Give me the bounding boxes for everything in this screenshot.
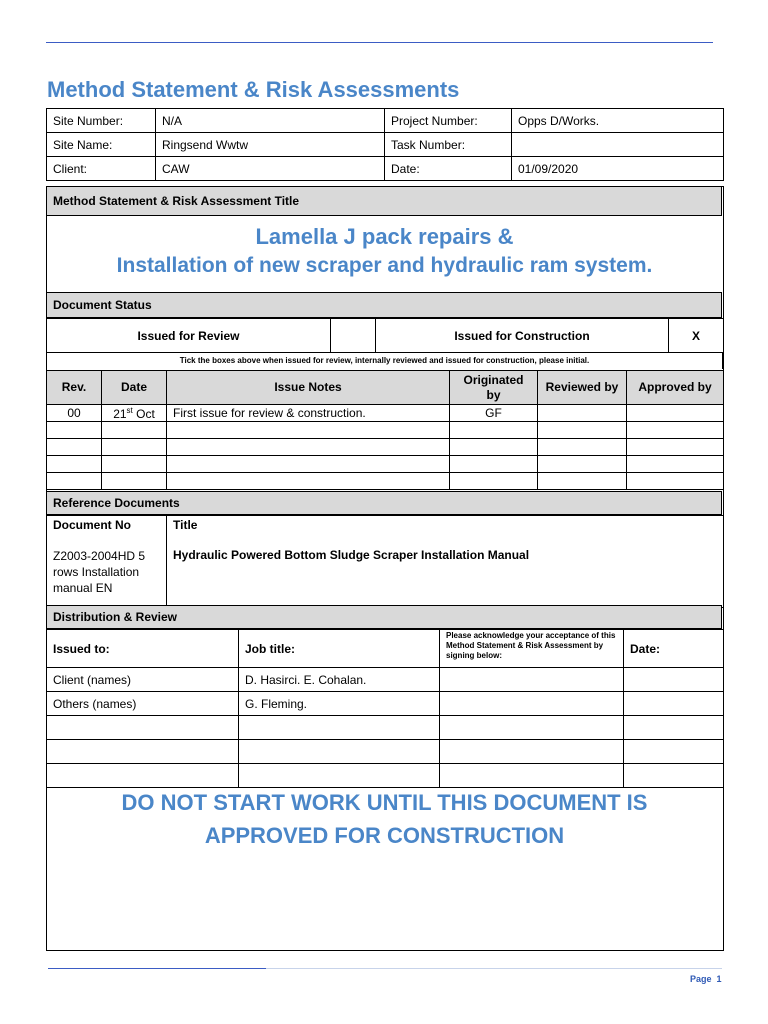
date-suffix: st	[126, 405, 133, 415]
site-name-value: Ringsend Wwtw	[156, 133, 385, 157]
project-number-label: Project Number:	[385, 109, 512, 133]
document-status-table	[46, 318, 724, 353]
document-title-cell	[167, 516, 724, 608]
document-status-heading: Document Status	[46, 292, 722, 318]
signature-date-field[interactable]	[624, 764, 724, 788]
rev-cell: 00	[47, 405, 102, 422]
reference-document-title: Hydraulic Powered Bottom Sludge Scraper Installation Manual	[173, 548, 530, 562]
distribution-table	[46, 629, 724, 788]
issued-for-construction-checkbox[interactable]: X	[669, 319, 724, 353]
approved-by-header: Approved by	[627, 371, 724, 405]
table-row	[47, 439, 724, 456]
ms-title-line-2: Installation of new scraper and hydraulic ram system.	[116, 254, 653, 277]
issued-for-construction-label: Issued for Construction	[376, 319, 669, 353]
date-month: Oct	[132, 406, 155, 421]
site-number-value: N/A	[156, 109, 385, 133]
originated-by-header: Originated by	[450, 371, 538, 405]
revision-table	[46, 370, 724, 490]
tick-instruction: Tick the boxes above when issued for review, internally reviewed and issued for construction, please initial.	[46, 353, 723, 369]
reference-documents-table	[46, 515, 724, 608]
page-number	[690, 974, 722, 984]
ms-title	[46, 216, 723, 292]
signature-date-field[interactable]	[624, 668, 724, 692]
reference-documents-heading: Reference Documents	[46, 491, 722, 515]
footer-rule-light	[266, 968, 722, 969]
rev-header: Rev.	[47, 371, 102, 405]
approved-cell	[627, 405, 724, 422]
project-number-value: Opps D/Works.	[512, 109, 724, 133]
ms-title-heading: Method Statement & Risk Assessment Title	[46, 186, 722, 216]
site-number-label: Site Number:	[47, 109, 156, 133]
site-name-label: Site Name:	[47, 133, 156, 157]
issued-to-cell: Client (names)	[47, 668, 239, 692]
footer-rule	[48, 968, 266, 969]
signature-field[interactable]	[440, 668, 624, 692]
issue-notes-cell: First issue for review & construction.	[167, 405, 450, 422]
client-label: Client:	[47, 157, 156, 181]
table-row	[47, 473, 724, 490]
page-label: Page	[690, 974, 712, 984]
warning-line-1: DO NOT START WORK UNTIL THIS DOCUMENT IS	[121, 790, 648, 815]
table-row	[47, 422, 724, 439]
signature-field[interactable]	[440, 740, 624, 764]
reviewed-cell	[538, 405, 627, 422]
date-header: Date:	[624, 630, 724, 668]
signature-date-field[interactable]	[624, 740, 724, 764]
issued-to-cell: Others (names)	[47, 692, 239, 716]
issued-for-review-label: Issued for Review	[47, 319, 331, 353]
table-row	[47, 716, 724, 740]
date-header: Date	[102, 371, 167, 405]
table-row	[47, 740, 724, 764]
job-title-cell: D. Hasirci. E. Cohalan.	[239, 668, 440, 692]
issue-notes-header: Issue Notes	[167, 371, 450, 405]
document-title: Method Statement & Risk Assessments	[47, 77, 460, 102]
issued-to-header: Issued to:	[47, 630, 239, 668]
table-row	[47, 405, 724, 422]
table-row	[47, 668, 724, 692]
document-no-label: Document No	[53, 518, 131, 532]
document-no-value: Z2003-2004HD 5 rows Installation manual EN	[53, 549, 146, 595]
signature-field[interactable]	[440, 716, 624, 740]
warning-notice	[46, 786, 723, 852]
table-row	[47, 692, 724, 716]
signature-date-field[interactable]	[624, 716, 724, 740]
signature-field[interactable]	[440, 692, 624, 716]
site-info-table	[46, 108, 724, 181]
date-cell	[102, 405, 167, 422]
originated-cell: GF	[450, 405, 538, 422]
reviewed-by-header: Reviewed by	[538, 371, 627, 405]
issued-for-review-checkbox[interactable]	[331, 319, 376, 353]
table-row	[47, 456, 724, 473]
document-no-cell	[47, 516, 167, 608]
signature-field[interactable]	[440, 764, 624, 788]
job-title-header: Job title:	[239, 630, 440, 668]
task-number-label: Task Number:	[385, 133, 512, 157]
job-title-cell: G. Fleming.	[239, 692, 440, 716]
header-rule	[46, 42, 713, 43]
date-day: 21	[113, 406, 127, 421]
task-number-value	[512, 133, 724, 157]
title-label: Title	[173, 518, 198, 532]
acknowledgement-header: Please acknowledge your acceptance of this Method Statement & Risk Assessment by signing below:	[440, 630, 624, 668]
page-number-value: 1	[716, 974, 722, 984]
signature-date-field[interactable]	[624, 692, 724, 716]
table-row	[47, 764, 724, 788]
client-value: CAW	[156, 157, 385, 181]
ms-title-line-1: Lamella J pack repairs &	[255, 224, 514, 249]
date-label: Date:	[385, 157, 512, 181]
revision-header-row	[47, 371, 724, 405]
distribution-header-row	[47, 630, 724, 668]
distribution-review-heading: Distribution & Review	[46, 605, 722, 629]
date-value: 01/09/2020	[512, 157, 724, 181]
warning-line-2: APPROVED FOR CONSTRUCTION	[204, 823, 565, 848]
